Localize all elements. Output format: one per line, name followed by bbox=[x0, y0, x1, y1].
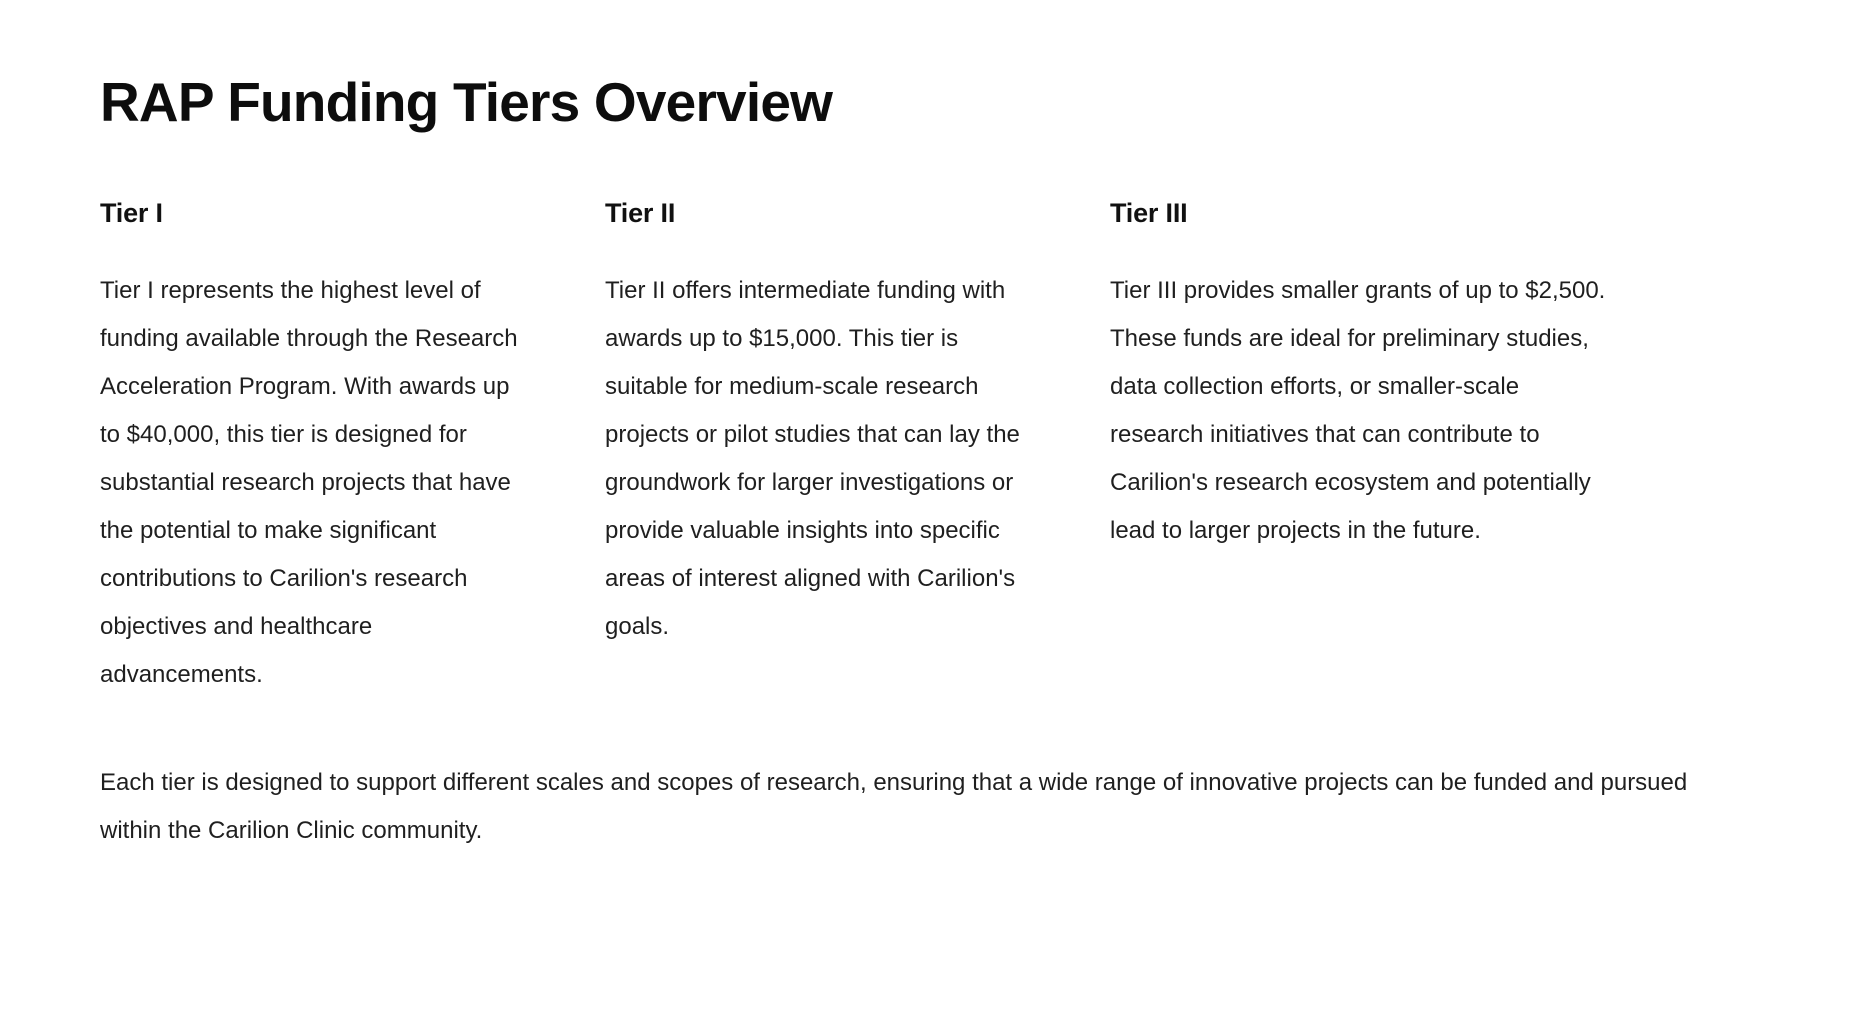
tier-description: Tier II offers intermediate funding with awards up to $15,000. This tier is suitable for medium-scale research projects or pilot studies that can lay the groundwork for larger investigations or provide valuable insights into specific areas of interest aligned with Carilion's goals. bbox=[605, 277, 1020, 641]
tier-heading: Tier I bbox=[100, 197, 163, 228]
tier-description: Tier I represents the highest level of funding available through the Research Acceleration Program. With awards up to $40,000, this tier is designed for substantial research projects that have the potential to make significant contributions to Carilion's research objectives and healthcare advancements. bbox=[100, 277, 518, 689]
tier-columns bbox=[100, 197, 1773, 699]
tier-heading: Tier II bbox=[605, 197, 676, 228]
tier-heading: Tier III bbox=[1110, 197, 1188, 228]
footer-note: Each tier is designed to support different scales and scopes of research, ensuring that a wide range of innovative projects can be funded and pursued within the Carilion Clinic community. bbox=[100, 769, 1688, 845]
tier-description: Tier III provides smaller grants of up to $2,500. These funds are ideal for preliminary studies, data collection efforts, or smaller-scale research initiatives that can contribute to Carilion's research ecosystem and potentially lead to larger projects in the future. bbox=[1110, 277, 1606, 545]
tier-column-3 bbox=[1110, 197, 1615, 555]
page-title: RAP Funding Tiers Overview bbox=[100, 71, 833, 133]
tier-column-1 bbox=[100, 197, 605, 699]
tier-column-2 bbox=[605, 197, 1110, 651]
